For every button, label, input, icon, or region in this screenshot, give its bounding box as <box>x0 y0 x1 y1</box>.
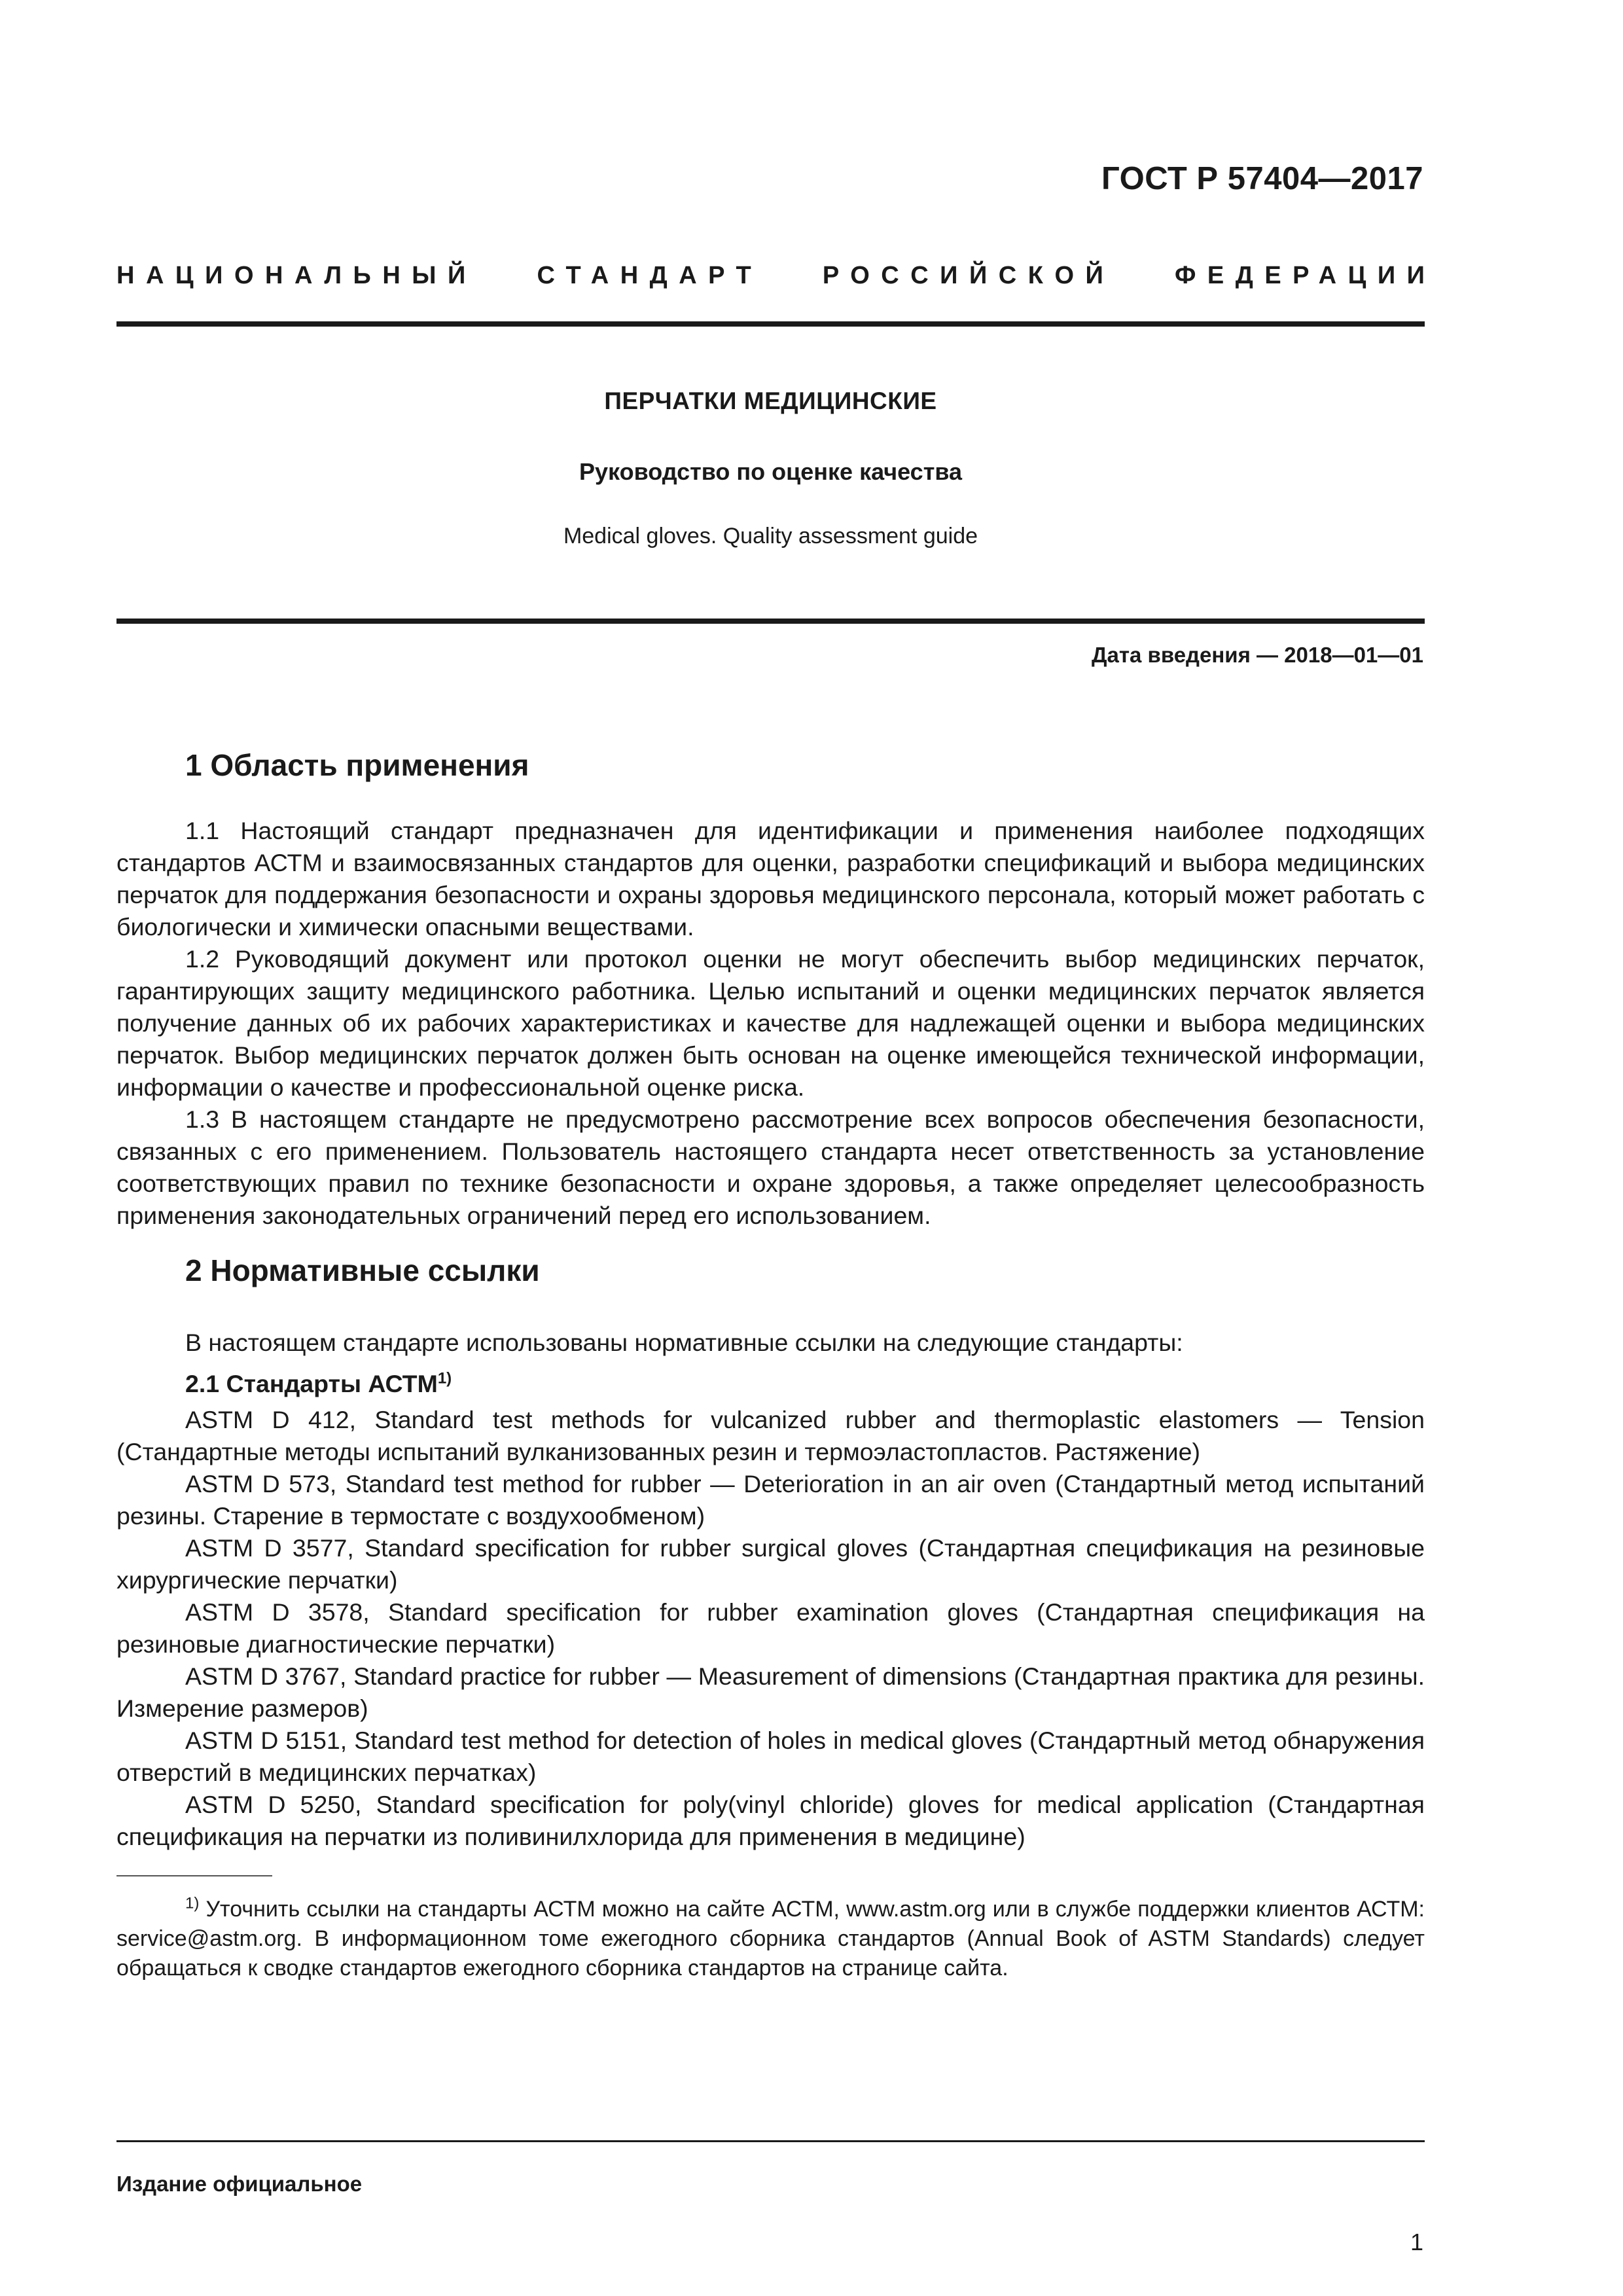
section-references-text <box>116 1327 1425 1853</box>
footnote-mark: 1) <box>185 1894 200 1912</box>
reference-item: ASTM D 3578, Standard specification for rubber examination gloves (Стандартная спецификация на резиновые диагностические перчатки) <box>116 1598 1425 1658</box>
paragraph: 1.2 Руководящий документ или протокол оценки не могут обеспечить выбор медицинских перчаток, гарантирующих защиту медицинского работника. Целью испытаний и оценки медицинских перчаток является получение данных об их рабочих характеристиках и качестве для надлежащей оценки и выбора медицинских перчаток. Выбор медицинских перчаток должен быть основан на оценке имеющейся технической информации, информации о качестве и профессиональной оценке риска. <box>116 945 1425 1101</box>
banner-word: НАЦИОНАЛЬНЫЙ <box>116 262 477 289</box>
banner-word: ФЕДЕРАЦИИ <box>1174 262 1436 289</box>
document-subtitle: Руководство по оценке качества <box>579 458 962 485</box>
page-number: 1 <box>1410 2229 1423 2255</box>
effective-date: Дата введения — 2018—01—01 <box>1092 643 1423 667</box>
edition-label: Издание официальное <box>116 2172 363 2196</box>
section-heading-references: 2 Нормативные ссылки <box>185 1253 540 1287</box>
reference-item: ASTM D 412, Standard test methods for vulcanized rubber and thermoplastic elastomers — Tension (Стандартные методы испытаний вулканизованных резин и термоэластопластов. Растяжение) <box>116 1406 1425 1465</box>
subsection-heading-label: 2.1 Стандарты АСТМ <box>185 1370 438 1397</box>
footnote-mark: 1) <box>437 1369 452 1388</box>
paragraph: 1.3 В настоящем стандарте не предусмотрено рассмотрение всех вопросов обеспечения безопасности, связанных с его применением. Пользователь настоящего стандарта несет ответственность за установление соответствующих правил по технике безопасности и охране здоровья, а также определяет целесообразность применения законодательных ограничений перед его использованием. <box>116 1105 1425 1229</box>
reference-item: ASTM D 3577, Standard specification for rubber surgical gloves (Стандартная спецификация на резиновые хирургические перчатки) <box>116 1534 1425 1594</box>
paragraph: 1.1 Настоящий стандарт предназначен для идентификации и применения наиболее подходящих стандартов АСТМ и взаимосвязанных стандартов для оценки, разработки спецификаций и выбора медицинских перчаток для поддержания безопасности и охраны здоровья медицинского персонала, который может работать с биологически и химически опасными веществами. <box>116 817 1425 941</box>
reference-item: ASTM D 5151, Standard test method for detection of holes in medical gloves (Стандартный метод обнаружения отверстий в медицинских перчатках) <box>116 1727 1425 1786</box>
document-title: ПЕРЧАТКИ МЕДИЦИНСКИЕ <box>604 387 937 414</box>
title-divider <box>116 619 1425 624</box>
references-intro: В настоящем стандарте использованы нормативные ссылки на следующие стандарты: <box>185 1329 1183 1356</box>
footnote-text <box>116 1895 1425 1983</box>
footnote <box>116 1895 1425 1983</box>
national-standard-banner <box>116 262 1436 290</box>
header-divider <box>116 321 1425 327</box>
footnote-body: Уточнить ссылки на стандарты АСТМ можно на сайте АСТМ, www.astm.org или в службе поддержки клиентов АСТМ: service@astm.org. В информационном томе ежегодного сборника стандартов (Annual Book of ASTM Standards) следует обращаться к сводке стандартов ежегодного сборника стандартов на странице сайта. <box>116 1897 1425 1981</box>
section-scope-text <box>116 815 1425 1232</box>
footnote-separator <box>116 1875 272 1876</box>
document-number: ГОСТ Р 57404—2017 <box>1101 161 1423 196</box>
reference-item: ASTM D 573, Standard test method for rubber — Deterioration in an air oven (Стандартный метод испытаний резины. Старение в термостате с воздухообменом) <box>116 1470 1425 1530</box>
section-heading-scope: 1 Область применения <box>185 748 529 782</box>
subsection-heading-astm <box>116 1368 1425 1400</box>
document-title-english: Medical gloves. Quality assessment guide <box>563 524 978 548</box>
banner-word: РОССИЙСКОЙ <box>822 262 1115 289</box>
reference-item: ASTM D 5250, Standard specification for poly(vinyl chloride) gloves for medical application (Стандартная спецификация на перчатки из поливинилхлорида для применения в медицине) <box>116 1791 1425 1850</box>
footer-divider <box>116 2140 1425 2142</box>
reference-item: ASTM D 3767, Standard practice for rubber — Measurement of dimensions (Стандартная практика для резины. Измерение размеров) <box>116 1662 1425 1722</box>
banner-word: СТАНДАРТ <box>537 262 763 289</box>
